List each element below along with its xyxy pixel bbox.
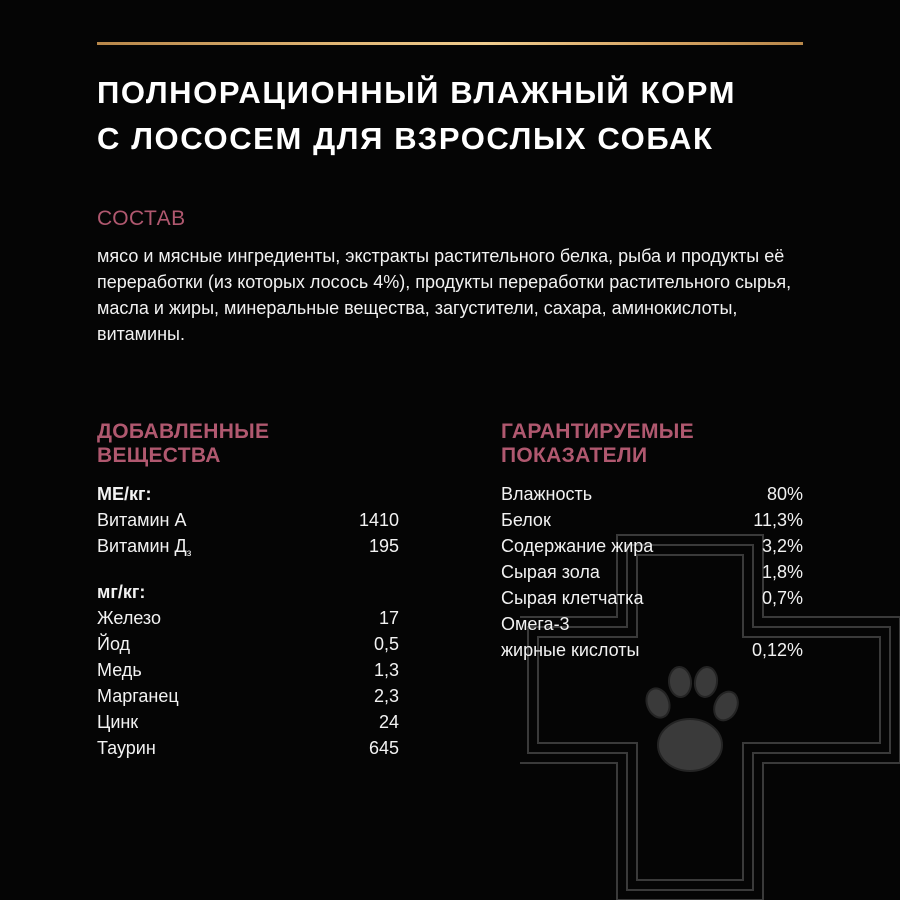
item-value: 0,12% [751, 640, 803, 660]
composition-label: СОСТАВ [97, 207, 186, 230]
item-value: 645 [368, 738, 399, 758]
additives-title-line-2: ВЕЩЕСТВА [97, 444, 221, 467]
item-value: 24 [378, 712, 399, 732]
guaranteed-title [501, 420, 694, 468]
list-item [501, 611, 803, 637]
item-name [97, 533, 191, 559]
list-item [501, 559, 803, 585]
item-name: Марганец [97, 686, 179, 706]
list-item [97, 605, 399, 631]
list-item [97, 735, 399, 761]
list-item [501, 507, 803, 533]
item-name: жирные кислоты [501, 640, 640, 660]
unit-mg-label: мг/кг: [97, 582, 146, 602]
list-item [97, 533, 399, 559]
unit-iu-label: МЕ/кг: [97, 484, 152, 504]
item-name: Таурин [97, 738, 156, 758]
page-title [97, 70, 817, 162]
list-item [501, 585, 803, 611]
item-name-text: Витамин Д [97, 536, 187, 556]
item-value: 195 [368, 536, 399, 556]
list-item [501, 533, 803, 559]
paw-icon [643, 666, 743, 771]
list-item [97, 507, 399, 533]
item-name: Железо [97, 608, 161, 628]
additives-title [97, 420, 269, 468]
item-value: 80% [766, 484, 803, 504]
item-value: 0,7% [761, 588, 803, 608]
item-value: 11,3% [753, 510, 803, 530]
item-value: 17 [378, 608, 399, 628]
list-item [97, 709, 399, 735]
item-name-subscript: з [186, 548, 192, 559]
item-name: Витамин А [97, 510, 187, 530]
item-value: 0,5 [373, 634, 399, 654]
item-name: Содержание жира [501, 536, 654, 556]
item-value: 1,3 [373, 660, 399, 680]
guaranteed-title-line-1: ГАРАНТИРУЕМЫЕ [501, 420, 694, 443]
additives-title-line-1: ДОБАВЛЕННЫЕ [97, 420, 270, 443]
composition-text: мясо и мясные ингредиенты, экстракты растительного белка, рыба и продукты её переработки (из которых лосось 4%), продукты переработки растительного сырья, масла и жиры, минеральные вещества, загустители, сахара, аминокислоты, витамины. [97, 246, 792, 344]
list-item [501, 637, 803, 663]
list-item [97, 683, 399, 709]
item-value: 1410 [358, 510, 399, 530]
additives-list [97, 481, 399, 761]
guaranteed-title-line-2: ПОКАЗАТЕЛИ [501, 444, 648, 467]
item-name: Сырая клетчатка [501, 588, 644, 608]
list-item [501, 481, 803, 507]
guaranteed-list [501, 481, 803, 663]
item-name: Йод [97, 634, 131, 654]
title-line-2: С ЛОСОСЕМ ДЛЯ ВЗРОСЛЫХ СОБАК [97, 121, 714, 156]
item-value: 2,3 [373, 686, 399, 706]
gold-divider [97, 42, 803, 45]
item-name: Белок [501, 510, 551, 530]
item-name: Сырая зола [501, 562, 600, 582]
item-value: 1,8% [761, 562, 803, 582]
item-name: Медь [97, 660, 142, 680]
item-name: Цинк [97, 712, 139, 732]
item-name: Влажность [501, 484, 593, 504]
list-item [97, 631, 399, 657]
list-item [97, 657, 399, 683]
item-value: 3,2% [761, 536, 803, 556]
item-name: Омега-3 [501, 614, 570, 634]
title-line-1: ПОЛНОРАЦИОННЫЙ ВЛАЖНЫЙ КОРМ [97, 75, 736, 110]
